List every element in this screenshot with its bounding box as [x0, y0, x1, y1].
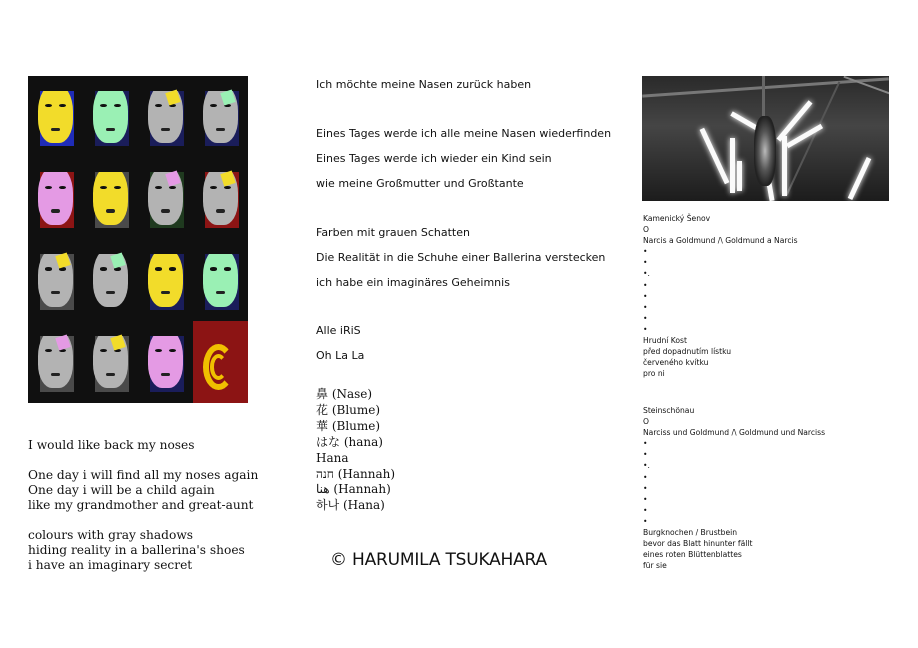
german-small-line: •: [643, 505, 648, 515]
czech-line: •: [643, 302, 648, 312]
chandelier-photo: [642, 76, 889, 201]
german-small-line: •: [643, 483, 648, 493]
german-small-line: Steinschönau: [643, 406, 695, 415]
english-line: One day i will find all my noses again: [28, 468, 259, 482]
portrait-tile: [28, 158, 83, 240]
english-line: i have an imaginary secret: [28, 558, 193, 572]
czech-line: •: [643, 280, 648, 290]
german-line: Die Realität in die Schuhe einer Ballerina verstecken: [316, 251, 606, 264]
german-line: Farben mit grauen Schatten: [316, 226, 470, 239]
german-small-line: •: [643, 450, 648, 460]
name-item: Hana: [316, 450, 349, 465]
czech-line: •: [643, 313, 648, 323]
german-small-line: Narciss und Goldmund /\ Goldmund und Narciss: [643, 428, 826, 438]
german-small-line: Burgknochen / Brustbein: [643, 528, 738, 538]
name-item: 하나 (Hana): [316, 498, 385, 513]
czech-line: Kamenický Šenov: [643, 214, 711, 223]
german-small-line: eines roten Blüttenblattes: [643, 550, 742, 560]
german-line: Eines Tages werde ich alle meine Nasen wiederfinden: [316, 127, 612, 140]
name-item: 鼻 (Nase): [316, 387, 373, 401]
portrait-tile: [83, 321, 138, 403]
portrait-tile: [193, 76, 248, 158]
portrait-tile: [138, 321, 193, 403]
portrait-tile: [138, 158, 193, 240]
german-line: Eines Tages werde ich wieder ein Kind sein: [316, 152, 552, 165]
portrait-tile: [138, 76, 193, 158]
portrait-tile: [28, 321, 83, 403]
name-translations-list: [316, 387, 516, 514]
portrait-tile: [83, 240, 138, 322]
english-line: I would like back my noses: [28, 438, 195, 452]
german-small-line: •: [643, 439, 648, 449]
german-text-block: [643, 405, 893, 571]
german-small-line: bevor das Blatt hinunter fällt: [643, 539, 753, 549]
czech-line: Narcis a Goldmund /\ Goldmund a Narcis: [643, 236, 798, 246]
name-item: هنا (Hannah): [316, 482, 391, 497]
portrait-tile: [83, 158, 138, 240]
german-small-line: •.: [643, 461, 650, 471]
czech-line: Hrudní Kost: [643, 336, 687, 346]
czech-line: •: [643, 324, 648, 334]
pop-art-portrait-grid: [28, 76, 248, 403]
german-small-line: •: [643, 516, 648, 526]
english-line: hiding reality in a ballerina's shoes: [28, 543, 245, 557]
name-item: 華 (Blume): [316, 418, 381, 433]
german-line: Ich möchte meine Nasen zurück haben: [316, 78, 532, 91]
german-small-line: •: [643, 472, 648, 482]
german-small-line: •: [643, 494, 648, 504]
german-line: Oh La La: [316, 349, 365, 362]
name-item: 花 (Blume): [316, 402, 381, 417]
german-line: Alle iRiS: [316, 324, 361, 337]
portrait-tile: [28, 240, 83, 322]
czech-line: •.: [643, 269, 650, 279]
german-line: wie meine Großmutter und Großtante: [316, 177, 524, 190]
english-line: like my grandmother and great-aunt: [28, 498, 254, 512]
german-line: ich habe ein imaginäres Geheimnis: [316, 276, 510, 289]
english-line: colours with gray shadows: [28, 528, 194, 542]
portrait-tile: [193, 321, 248, 403]
name-item: חנה (Hannah): [316, 466, 396, 481]
portrait-tile: [138, 240, 193, 322]
portrait-tile: [193, 240, 248, 322]
german-small-line: für sie: [643, 561, 667, 571]
portrait-tile: [28, 76, 83, 158]
czech-text-block: [643, 213, 893, 379]
copyright-notice: © HARUMILA TSUKAHARA: [330, 550, 547, 570]
czech-line: pro ni: [643, 369, 665, 379]
name-item: はな (hana): [316, 434, 383, 449]
czech-line: O: [643, 225, 649, 235]
czech-line: •: [643, 258, 648, 268]
portrait-tile: [193, 158, 248, 240]
portrait-tile: [83, 76, 138, 158]
german-small-line: O: [643, 417, 649, 427]
czech-line: před dopadnutím lístku: [643, 347, 732, 357]
czech-line: •: [643, 291, 648, 301]
english-poem: [28, 438, 288, 588]
english-line: One day i will be a child again: [28, 483, 215, 497]
czech-line: •: [643, 247, 648, 257]
czech-line: červeného kvítku: [643, 358, 709, 368]
